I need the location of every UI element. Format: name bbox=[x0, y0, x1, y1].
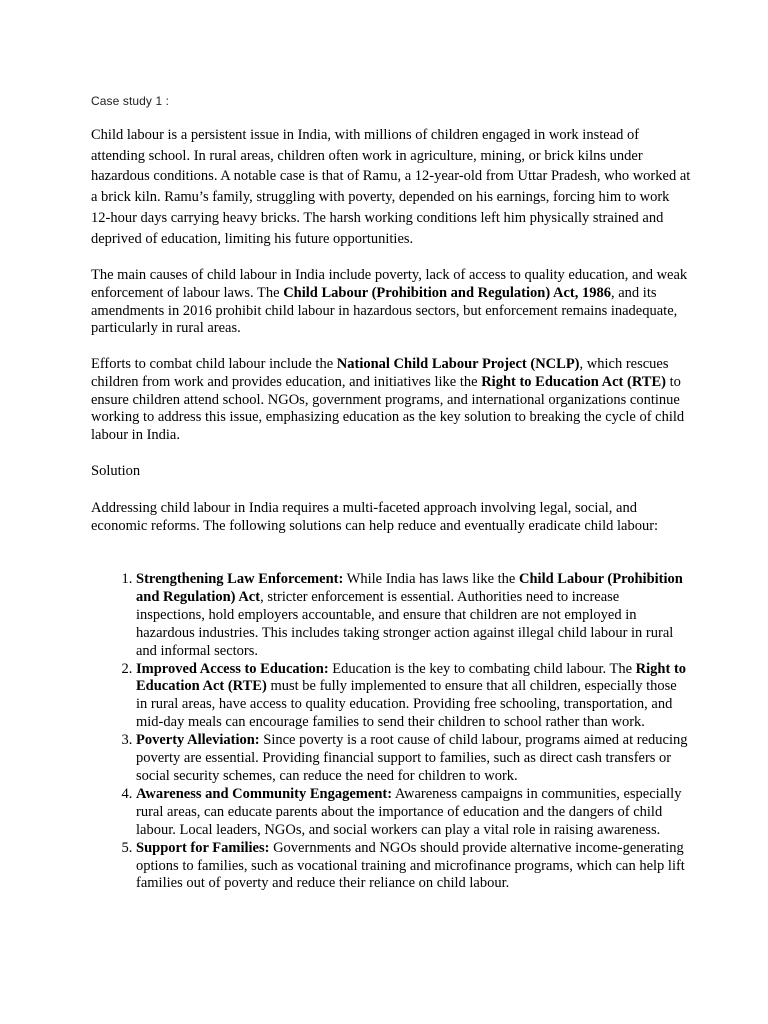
solution-bold: Child Labour (Prohibition and Regulation) Act bbox=[136, 571, 683, 605]
list-item bbox=[136, 786, 691, 840]
solution-title: Support for Families: bbox=[136, 839, 270, 856]
efforts-text-2: , which rescues children from work and provides education, and initiatives like the bbox=[91, 356, 669, 390]
solutions-list bbox=[91, 571, 691, 893]
rte-bold: Right to Education Act (RTE) bbox=[481, 373, 666, 390]
causes-paragraph bbox=[91, 267, 691, 338]
act-1986-bold: Child Labour (Prohibition and Regulation) Act, 1986 bbox=[283, 284, 611, 301]
list-item bbox=[136, 840, 691, 894]
efforts-text-1: Efforts to combat child labour include the bbox=[91, 356, 337, 372]
solution-text: Awareness campaigns in communities, especially rural areas, can educate parents about the importance of education and the dangers of child labour. Local leaders, NGOs, and social workers can play a vital role in raising awareness. bbox=[136, 785, 682, 838]
solution-text: Education is the key to combating child labour. The bbox=[328, 660, 636, 677]
solution-title: Awareness and Community Engagement: bbox=[136, 785, 393, 802]
solution-bold: Right to Education Act (RTE) bbox=[136, 660, 687, 695]
efforts-text-3: to ensure children attend school. NGOs, government programs, and international organizations continue working to address this issue, emphasizing education as the key solution to breaking the cycle of child labour in India. bbox=[91, 373, 685, 444]
solution-text: , stricter enforcement is essential. Authorities need to increase inspections, hold employers accountable, and ensure that children are not employed in hazardous industries. This includes taking stronger action against illegal child labour in rural and informal sectors. bbox=[136, 588, 674, 659]
solution-title: Poverty Alleviation: bbox=[136, 732, 260, 749]
list-item bbox=[136, 732, 691, 786]
causes-text-1: The main causes of child labour in India include poverty, lack of access to quality education, and weak enforcement of labour laws. The bbox=[91, 267, 688, 301]
list-item bbox=[136, 661, 691, 733]
solution-text: Since poverty is a root cause of child labour, programs aimed at reducing poverty are essential. Providing financial support to families, such as direct cash transfers or social security schemes, can reduce the need for children to work. bbox=[136, 732, 688, 784]
solution-heading: Solution bbox=[91, 463, 141, 479]
solution-text: must be fully implemented to ensure that all children, especially those in rural areas, have access to quality education. Providing free schooling, transportation, and mid-day meals can encourage families to send their children to school rather than work. bbox=[136, 678, 677, 731]
case-study-heading: Case study 1 : bbox=[91, 94, 170, 108]
intro-paragraph: Child labour is a persistent issue in India, with millions of children engaged in work instead of attending school. In rural areas, children often work in agriculture, mining, or brick kilns under hazardous conditions. A notable case is that of Ramu, a 12-year-old from Uttar Pradesh, who worked at a brick kiln. Ramu’s family, struggling with poverty, depended on his earnings, forcing him to work 12-hour days carrying heavy bricks. The harsh working conditions left him physically strained and deprived of education, limiting his future opportunities. bbox=[91, 127, 691, 247]
solution-title: Improved Access to Education: bbox=[136, 660, 329, 677]
solution-text: While India has laws like the bbox=[343, 571, 519, 587]
solution-title: Strengthening Law Enforcement: bbox=[136, 571, 344, 587]
nclp-bold: National Child Labour Project (NCLP) bbox=[336, 356, 580, 372]
list-item bbox=[136, 571, 691, 661]
causes-text-2: , and its amendments in 2016 prohibit child labour in hazardous sectors, but enforcement remains inadequate, particularly in rural areas. bbox=[91, 284, 678, 337]
solution-intro-paragraph: Addressing child labour in India requires a multi-faceted approach involving legal, social, and economic reforms. The following solutions can help reduce and eventually eradicate child labour: bbox=[91, 500, 659, 534]
efforts-paragraph bbox=[91, 356, 691, 445]
solution-text: Governments and NGOs should provide alternative income-generating options to families, such as vocational training and microfinance programs, which can help lift families out of poverty and reduce their reliance on child labour. bbox=[136, 839, 685, 892]
